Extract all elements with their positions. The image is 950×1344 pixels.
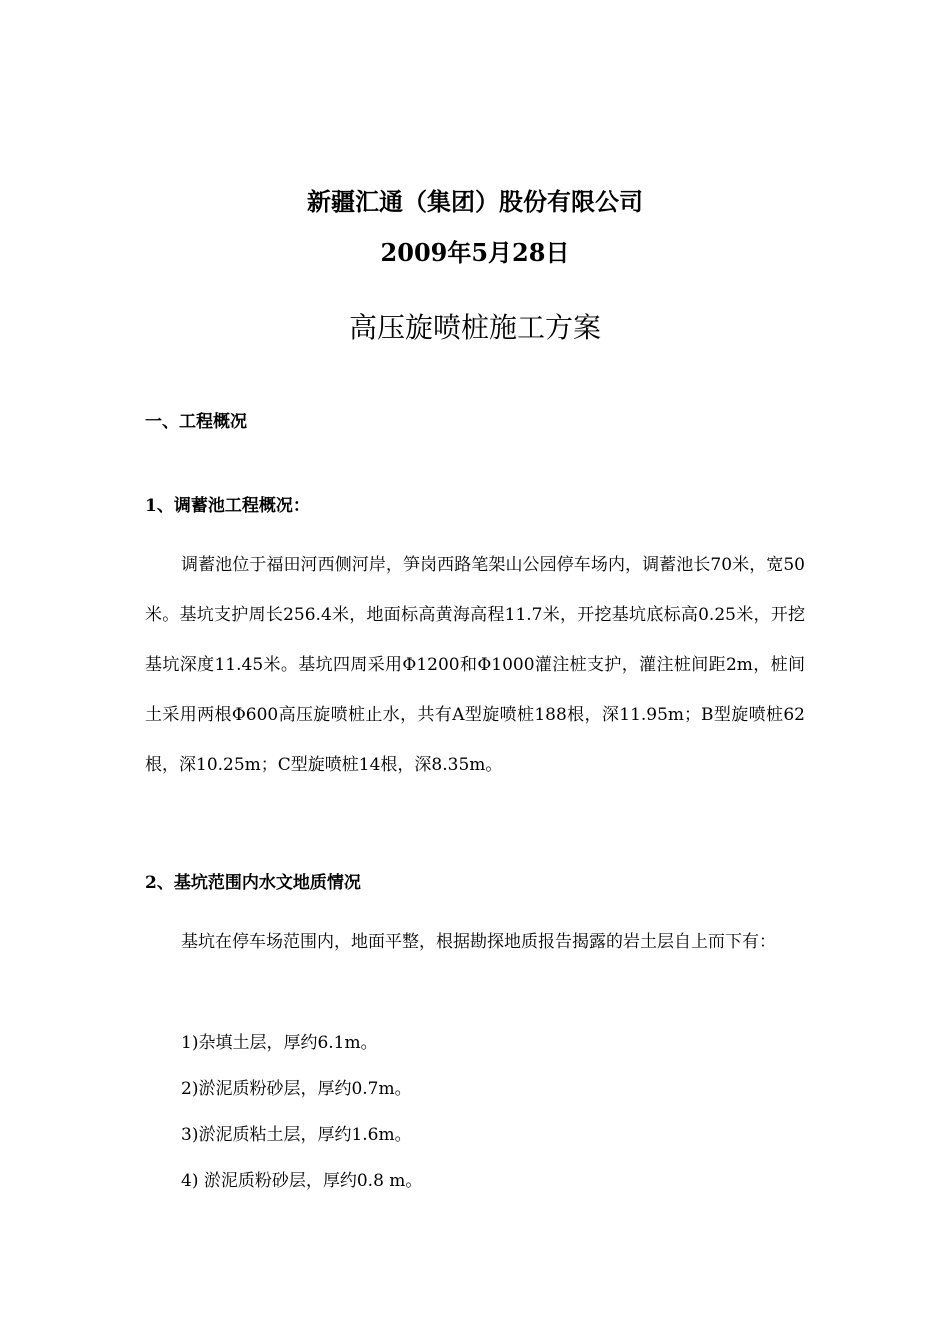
- subsection-heading-hydrogeology: 2、基坑范围内水文地质情况: [145, 873, 361, 893]
- soil-layer-item: 3)淤泥质粘土层，厚约1.6m。: [181, 1125, 412, 1145]
- section-heading-project-overview: 一、工程概况: [145, 412, 247, 432]
- reservoir-overview-paragraph: 调蓄池位于福田河西侧河岸，笋岗西路笔架山公园停车场内，调蓄池长70米，宽50米。基坑支护周长256.4米，地面标高黄海高程11.7米，开挖基坑底标高0.25米，开挖基坑深度11.45米。基坑四周采用Φ1200和Φ1000灌注桩支护，灌注桩间距2m，桩间土采用两根Φ600高压旋喷桩止水，共有A型旋喷桩188根，深11.95m；B型旋喷桩62根，深10.25m；C型旋喷桩14根，深8.35m。: [145, 555, 805, 775]
- soil-layer-item: 2)淤泥质粉砂层，厚约0.7m。: [181, 1079, 412, 1099]
- hydrogeology-paragraph: 基坑在停车场范围内，地面平整，根据勘探地质报告揭露的岩土层自上而下有：: [181, 932, 776, 952]
- subsection-heading-reservoir-overview: 1、调蓄池工程概况：: [145, 496, 310, 516]
- soil-layer-item: 4) 淤泥质粉砂层，厚约0.8 m。: [181, 1171, 423, 1191]
- document-date: 2009年5月28日: [380, 238, 570, 267]
- document-title: 高压旋喷桩施工方案: [348, 311, 601, 344]
- soil-layer-item: 1)杂填土层，厚约6.1m。: [181, 1033, 378, 1053]
- company-name: 新疆汇通（集团）股份有限公司: [307, 187, 643, 216]
